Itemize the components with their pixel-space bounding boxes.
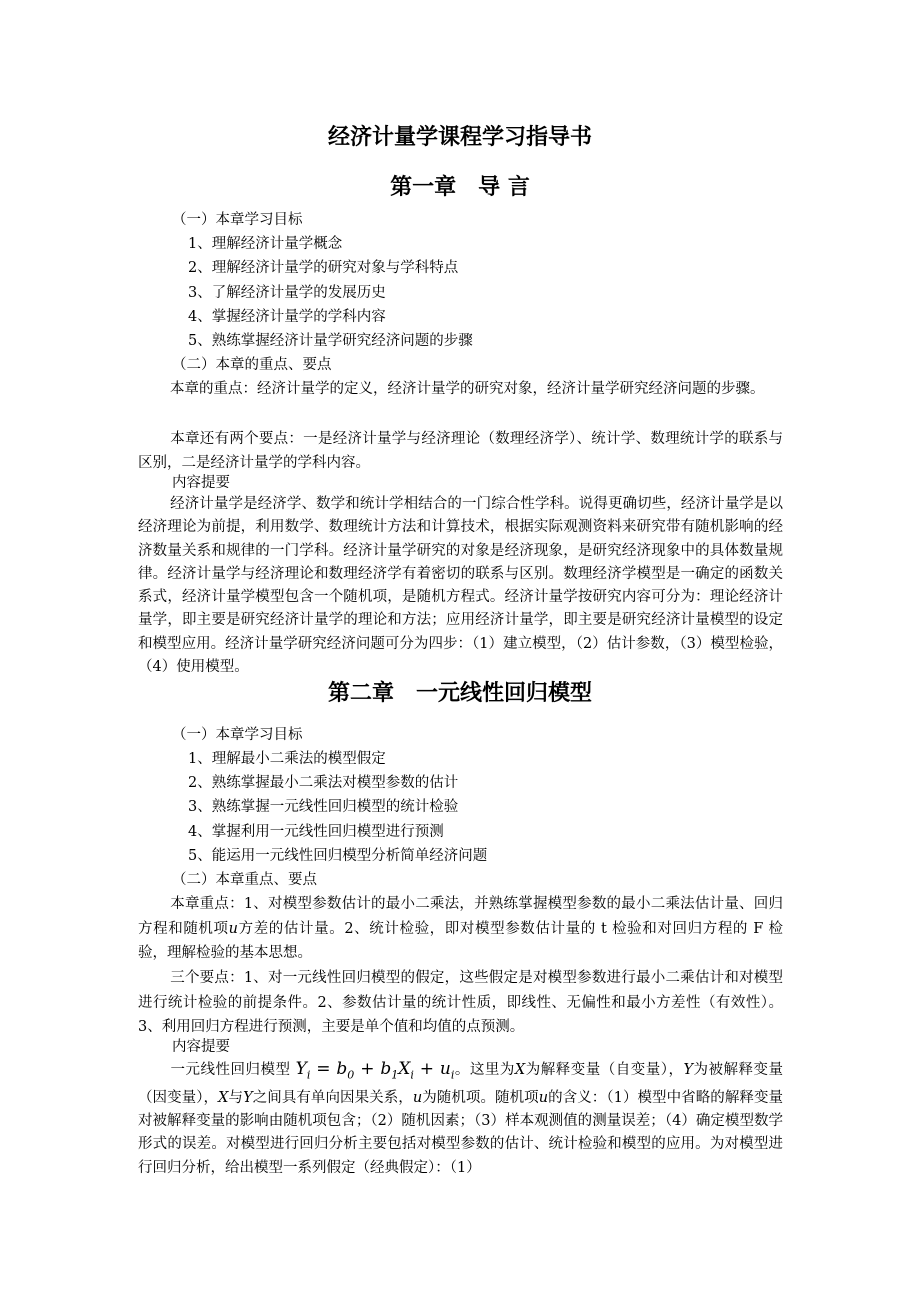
ch1-main-points: 本章还有两个要点：一是经济计量学与经济理论（数理经济学）、统计学、数理统计学的联系与区别，二是经济计量学的学科内容。 <box>138 431 783 471</box>
ch2-main-points: 三个要点：1、对一元线性回归模型的假定，这些假定是对模型参数进行最小二乘估计和对模型进行统计检验的前提条件。2、参数估计量的统计性质，即线性、无偏性和最小方差性（有效性）。3、利用回归方程进行预测，主要是单个值和均值的点预测。 <box>138 970 783 1035</box>
ch2-goal-item: 4、掌握利用一元线性回归模型进行预测 <box>188 824 444 840</box>
ch2-key-points: 本章重点：1、对模型参数估计的最小二乘法，并熟练掌握模型参数的最小二乘法估计量、回归方程和随机项u方差的估计量。2、统计检验，即对模型参数估计量的 t 检验和对回归方程的 F 检验，理解检验的基本思想。 <box>138 896 784 961</box>
ch1-goal-item: 2、理解经济计量学的研究对象与学科特点 <box>188 260 459 276</box>
ch1-summary-heading: 内容提要 <box>172 475 230 491</box>
ch1-goal-item: 5、熟练掌握经济计量学研究经济问题的步骤 <box>188 333 473 349</box>
ch2-goal-item: 2、熟练掌握最小二乘法对模型参数的估计 <box>188 775 459 791</box>
chapter-2-title: 第二章 一元线性回归模型 <box>327 681 592 706</box>
ch2-goal-item: 3、熟练掌握一元线性回归模型的统计检验 <box>188 799 459 815</box>
regression-equation: $Y_i = b_0 + b_1X_i + u_i$ <box>295 1059 455 1082</box>
ch1-key-points: 本章的重点：经济计量学的定义，经济计量学的研究对象，经济计量学研究经济问题的步骤。 <box>170 381 765 397</box>
ch1-summary: 经济计量学是经济学、数学和统计学相结合的一门综合性学科。说得更确切些，经济计量学是以经济理论为前提，利用数学、数理统计方法和计算技术，根据实际观测资料来研究带有随机影响的经济数量关系和规律的一门学科。经济计量学研究的对象是经济现象，是研究经济现象中的具体数量规律。经济计量学与经济理论和数理经济学有着密切的联系与区别。数理经济学模型是一确定的函数关系式，经济计量学模型包含一个随机项，是随机方程式。经济计量学按研究内容可分为：理论经济计量学，即主要是研究经济计量学的理论和方法；应用经济计量学，即主要是研究经济计量模型的设定和模型应用。经济计量学研究经济问题可分为四步：（1）建立模型，（2）估计参数，（3）模型检验，（4）使用模型。 <box>138 496 783 676</box>
ch1-goals-heading: （一）本章学习目标 <box>172 212 303 228</box>
document-title: 经济计量学课程学习指导书 <box>327 125 592 150</box>
ch2-goal-item: 5、能运用一元线性回归模型分析简单经济问题 <box>188 848 488 864</box>
ch2-points-heading: （二）本章重点、要点 <box>172 872 317 888</box>
chapter-1-title: 第一章 导 言 <box>390 175 530 200</box>
ch1-goal-item: 3、了解经济计量学的发展历史 <box>188 285 386 301</box>
ch2-summary-heading: 内容提要 <box>172 1039 230 1055</box>
ch1-points-heading: （二）本章的重点、要点 <box>172 357 332 373</box>
ch1-goal-item: 1、理解经济计量学概念 <box>188 236 343 252</box>
ch2-goals-heading: （一）本章学习目标 <box>172 727 303 743</box>
ch2-goal-item: 1、理解最小二乘法的模型假定 <box>188 751 386 767</box>
ch2-summary: 一元线性回归模型 $Y_i = b_0 + b_1X_i + u_i$。这里为X为解释变量（自变量），Y为被解释变量（因变量），X与Y之间具有单向因果关系，u为随机项。随机项u的含义：（1）模型中省略的解释变量对被解释变量的影响由随机项包含；（2）随机因素；（3）样本观测值的测量误差；（4）确定模型数学形式的误差。对模型进行回归分析主要包括对模型参数的估计、统计检验和模型的应用。为对模型进行回归分析，给出模型一系列假定（经典假定）：（1） <box>138 1059 784 1176</box>
ch1-goal-item: 4、掌握经济计量学的学科内容 <box>188 309 386 325</box>
